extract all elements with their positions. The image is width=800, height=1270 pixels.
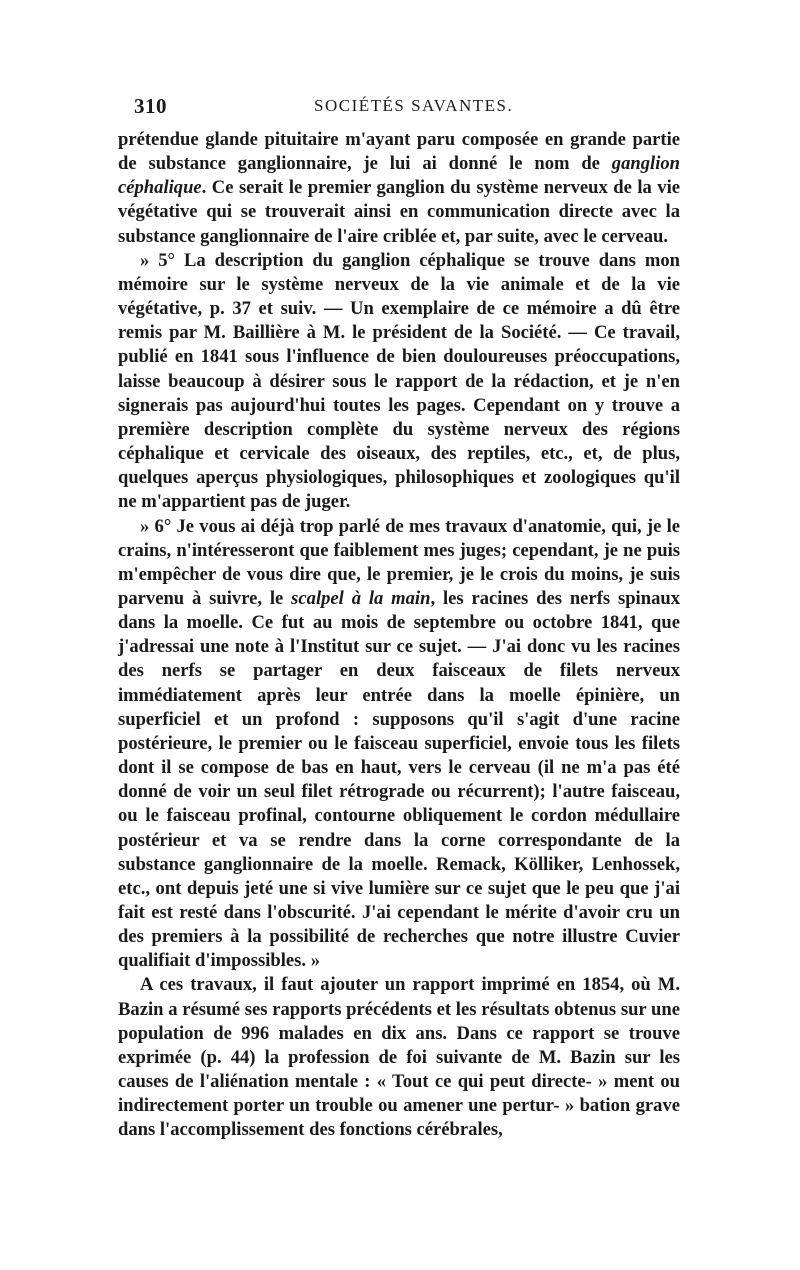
italic-term: scalpel à la main <box>291 587 431 609</box>
paragraph-report: A ces travaux, il faut ajouter un rapport imprimé en 1854, où M. Bazin a résumé ses rapports précédents et les résultats obtenus sur une population de 996 malades en dix ans. Dans ce rapport se trouve exprimée (p. 44) la profession de foi suivante de M. Bazin sur les causes de l'aliénation mentale : « Tout ce qui peut directe- » ment ou indirectement porter un trouble ou amener une pertur- » bation grave dans l'accomplissement des fonctions cérébrales, <box>118 974 680 1141</box>
paragraph-point-6: » 6° Je vous ai déjà trop parlé de mes travaux d'anatomie, qui, je le crains, n'intéresseront que faiblement mes juges; cependant, je ne puis m'empêcher de vous dire que, le premier, je le crois du moins, je suis parvenu à suivre, le scalpel à la main, les racines des nerfs spinaux dans la moelle. Ce fut au mois de septembre ou octobre 1841, que j'adressai une note à l'Institut sur ce sujet. — J'ai donc vu les racines des nerfs se partager en deux faisceaux de filets nerveux immédiatement après leur entrée dans la moelle épinière, un superficiel et un profond : supposons qu'il s'agit d'une racine postérieure, le premier ou le faisceau superficiel, envoie tous les filets dont il se compose de bas en haut, vers le cerveau (il ne m'a pas été donné de voir un seul filet rétrograde ou récurrent); l'autre faisceau, ou le faisceau profinal, contourne obliquement le cordon médullaire postérieur et va se rendre dans la corne correspondante de la substance ganglionnaire de la moelle. Remack, Kölliker, Lenhossek, etc., ont depuis jeté une si vive lumière sur ce sujet que le peu que j'ai fait est resté dans l'obscurité. J'ai cependant le mérite d'avoir cru un des premiers à la possibilité de recherches que notre illustre Cuvier qualifiait d'impossibles. » <box>118 515 680 972</box>
paragraph-point-5: » 5° La description du ganglion céphalique se trouve dans mon mémoire sur le système nerveux de la vie animale et de la vie végétative, p. 37 et suiv. — Un exemplaire de ce mémoire a dû être remis par M. Baillière à M. le président de la Société. — Ce travail, publié en 1841 sous l'influence de bien douloureuses préoccupations, laisse beaucoup à désirer sous le rapport de la rédaction, et je n'en signerais pas aujourd'hui toutes les pages. Cependant on y trouve a première description complète du système nerveux des régions céphalique et cervicale des oiseaux, des reptiles, etc., et, de plus, quelques aperçus physiologiques, philosophiques et zoologiques qu'il ne m'appartient pas de juger. <box>118 249 680 513</box>
page-header <box>118 94 678 124</box>
paragraph-continuation: prétendue glande pituitaire m'ayant paru composée en grande partie de substance ganglionnaire, je lui ai donné le nom de ganglion céphalique. Ce serait le premier ganglion du système nerveux de la vie végétative qui se trouverait ainsi en communication directe avec la substance ganglionnaire de l'aire criblée et, par suite, avec le cerveau. <box>118 129 680 247</box>
body-text <box>118 128 680 1143</box>
italic-term: ganglion céphalique <box>118 153 680 199</box>
page-number: 310 <box>134 94 167 118</box>
running-title: SOCIÉTÉS SAVANTES. <box>314 96 514 115</box>
